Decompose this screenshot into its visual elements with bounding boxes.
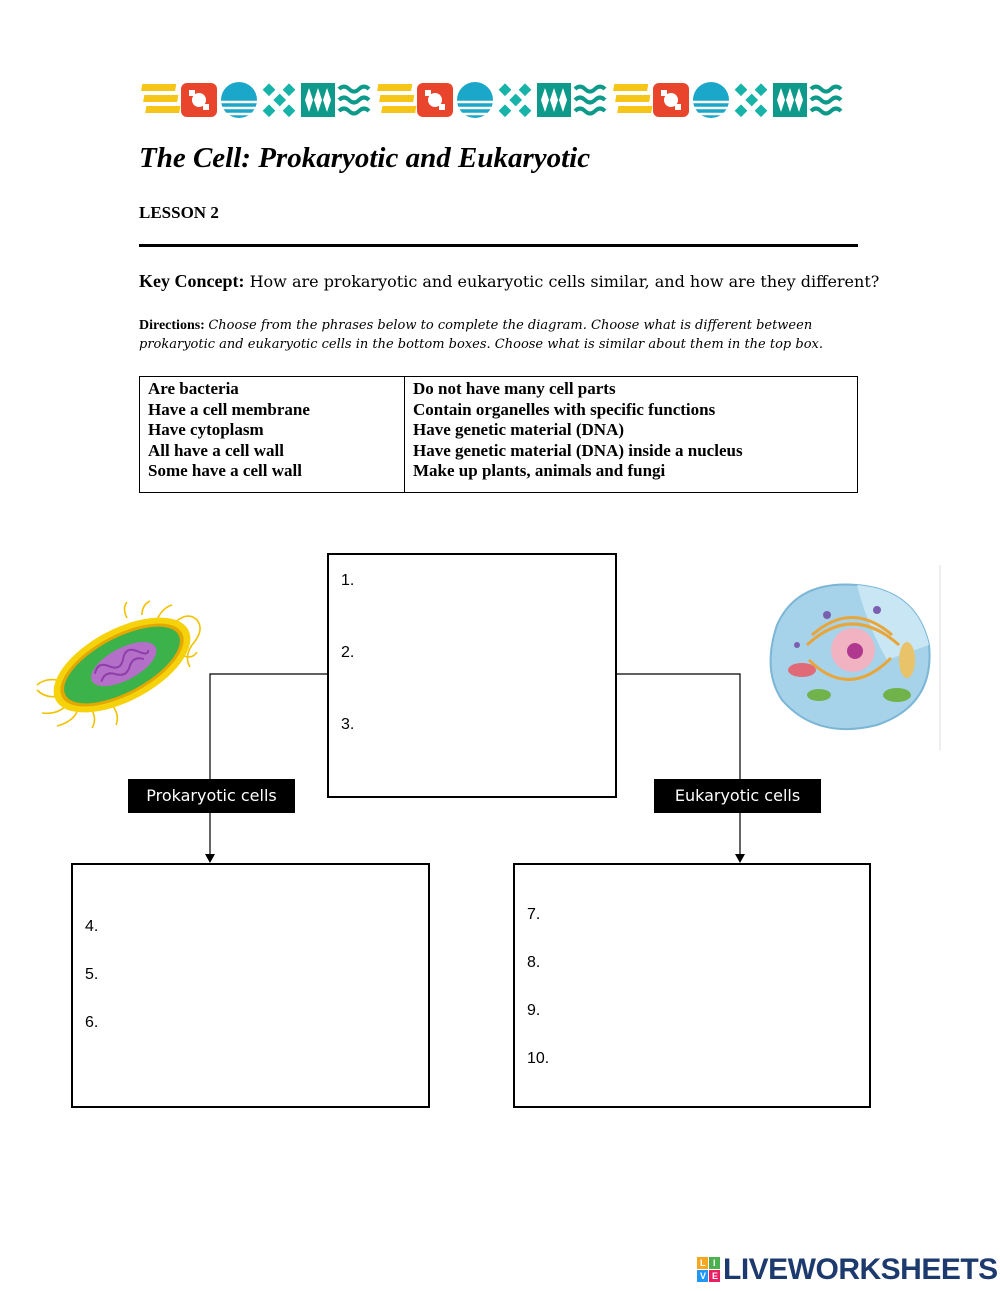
liveworksheets-logo-icon bbox=[697, 1257, 721, 1283]
eukaryotic-label: Eukaryotic cells bbox=[654, 779, 821, 813]
eukaryotic-box bbox=[513, 863, 871, 1108]
answer-number: 10. bbox=[527, 1050, 550, 1067]
lesson-label: LESSON 2 bbox=[139, 203, 219, 222]
answer-number: 5. bbox=[85, 966, 99, 983]
liveworksheets-logo bbox=[697, 1253, 998, 1287]
prokaryotic-label: Prokaryotic cells bbox=[128, 779, 295, 813]
phrase: Have genetic material (DNA) bbox=[413, 420, 625, 439]
phrase: Do not have many cell parts bbox=[413, 379, 616, 398]
directions-label: Directions: bbox=[139, 318, 205, 333]
phrase: All have a cell wall bbox=[148, 440, 284, 460]
bacteria-illustration-icon bbox=[32, 600, 208, 730]
phrase: Make up plants, animals and fungi bbox=[413, 461, 666, 480]
logo-letter: I bbox=[713, 1258, 716, 1268]
logo-letter: L bbox=[700, 1258, 705, 1268]
answer-number: 2. bbox=[341, 644, 355, 661]
prokaryotic-box bbox=[71, 863, 430, 1108]
animal-cell-illustration-icon bbox=[757, 565, 941, 750]
logo-letter: E bbox=[712, 1271, 718, 1281]
phrase: Some have a cell wall bbox=[148, 461, 302, 480]
page-title: The Cell: Prokaryotic and Eukaryotic bbox=[139, 142, 591, 174]
answer-number: 7. bbox=[527, 906, 541, 923]
answer-number: 4. bbox=[85, 918, 99, 935]
phrase: Contain organelles with specific functions bbox=[413, 399, 716, 419]
directions-text: Choose from the phrases below to complete the diagram. Choose what is different between prokaryotic and eukaryotic cells in the bottom boxes. Choose what is similar about them in the top box. bbox=[139, 318, 823, 352]
similarities-box bbox=[327, 553, 617, 798]
phrase: Have cytoplasm bbox=[148, 420, 264, 439]
answer-number: 3. bbox=[341, 716, 355, 733]
logo-letter: V bbox=[700, 1271, 706, 1281]
answer-number: 1. bbox=[341, 572, 355, 589]
key-concept-text: How are prokaryotic and eukaryotic cells similar, and how are they different? bbox=[249, 272, 880, 291]
answer-number: 8. bbox=[527, 954, 541, 971]
phrase: Have a cell membrane bbox=[148, 399, 310, 419]
phrase: Have genetic material (DNA) inside a nucleus bbox=[413, 440, 743, 460]
answer-number: 9. bbox=[527, 1002, 541, 1019]
phrase: Are bacteria bbox=[148, 379, 239, 398]
key-concept-label: Key Concept: bbox=[139, 271, 245, 291]
watermark-text: LIVEWORKSHEETS bbox=[723, 1253, 998, 1286]
answer-number: 6. bbox=[85, 1014, 99, 1031]
